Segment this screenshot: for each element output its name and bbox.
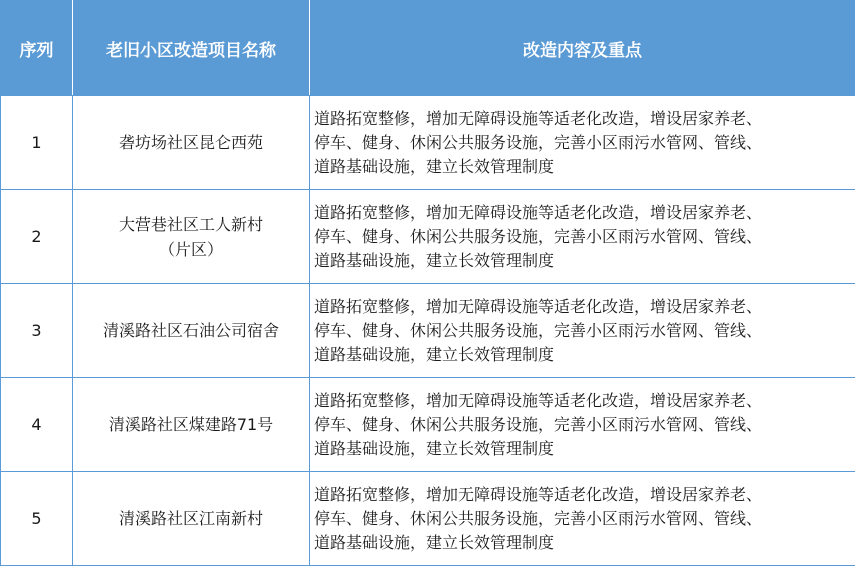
- seq-cell: 2: [1, 190, 73, 284]
- seq-cell: 3: [1, 284, 73, 378]
- project-name-cell: [73, 96, 310, 190]
- content-cell: 道路拓宽整修，增加无障碍设施等适老化改造，增设居家养老、 停车、健身、休闲公共服务设施，完善小区雨污水管网、管线、 道路基础设施，建立长效管理制度: [310, 378, 855, 472]
- project-name-text: 大营巷社区工人新村 （片区）: [119, 212, 263, 262]
- content-cell: 道路拓宽整修，增加无障碍设施等适老化改造，增设居家养老、 停车、健身、休闲公共服务设施，完善小区雨污水管网、管线、 道路基础设施，建立长效管理制度: [310, 472, 855, 566]
- content-cell: 道路拓宽整修，增加无障碍设施等适老化改造，增设居家养老、 停车、健身、休闲公共服务设施，完善小区雨污水管网、管线、 道路基础设施，建立长效管理制度: [310, 96, 855, 190]
- project-name-text: 清溪路社区石油公司宿舍: [103, 318, 279, 343]
- table-row: [1, 190, 855, 284]
- project-name-cell: [73, 284, 310, 378]
- header-row: [1, 1, 855, 96]
- project-name-cell: [73, 190, 310, 284]
- table-body: [1, 96, 855, 566]
- project-name-text: 清溪路社区煤建路71号: [109, 412, 273, 437]
- seq-cell: 1: [1, 96, 73, 190]
- project-name-text: 清溪路社区江南新村: [119, 506, 263, 531]
- header-project-name: 老旧小区改造项目名称: [73, 1, 310, 96]
- project-name-cell: [73, 378, 310, 472]
- seq-cell: 5: [1, 472, 73, 566]
- table-row: [1, 284, 855, 378]
- table-row: [1, 472, 855, 566]
- header-content: 改造内容及重点: [310, 1, 855, 96]
- project-name-text: 砻坊场社区昆仑西苑: [119, 130, 263, 155]
- project-name-cell: [73, 472, 310, 566]
- content-cell: 道路拓宽整修，增加无障碍设施等适老化改造，增设居家养老、 停车、健身、休闲公共服务设施，完善小区雨污水管网、管线、 道路基础设施，建立长效管理制度: [310, 190, 855, 284]
- seq-cell: 4: [1, 378, 73, 472]
- content-cell: 道路拓宽整修，增加无障碍设施等适老化改造，增设居家养老、 停车、健身、休闲公共服务设施，完善小区雨污水管网、管线、 道路基础设施，建立长效管理制度: [310, 284, 855, 378]
- table-header: [1, 1, 855, 96]
- header-seq: 序列: [1, 1, 73, 96]
- table-row: [1, 378, 855, 472]
- table-row: [1, 96, 855, 190]
